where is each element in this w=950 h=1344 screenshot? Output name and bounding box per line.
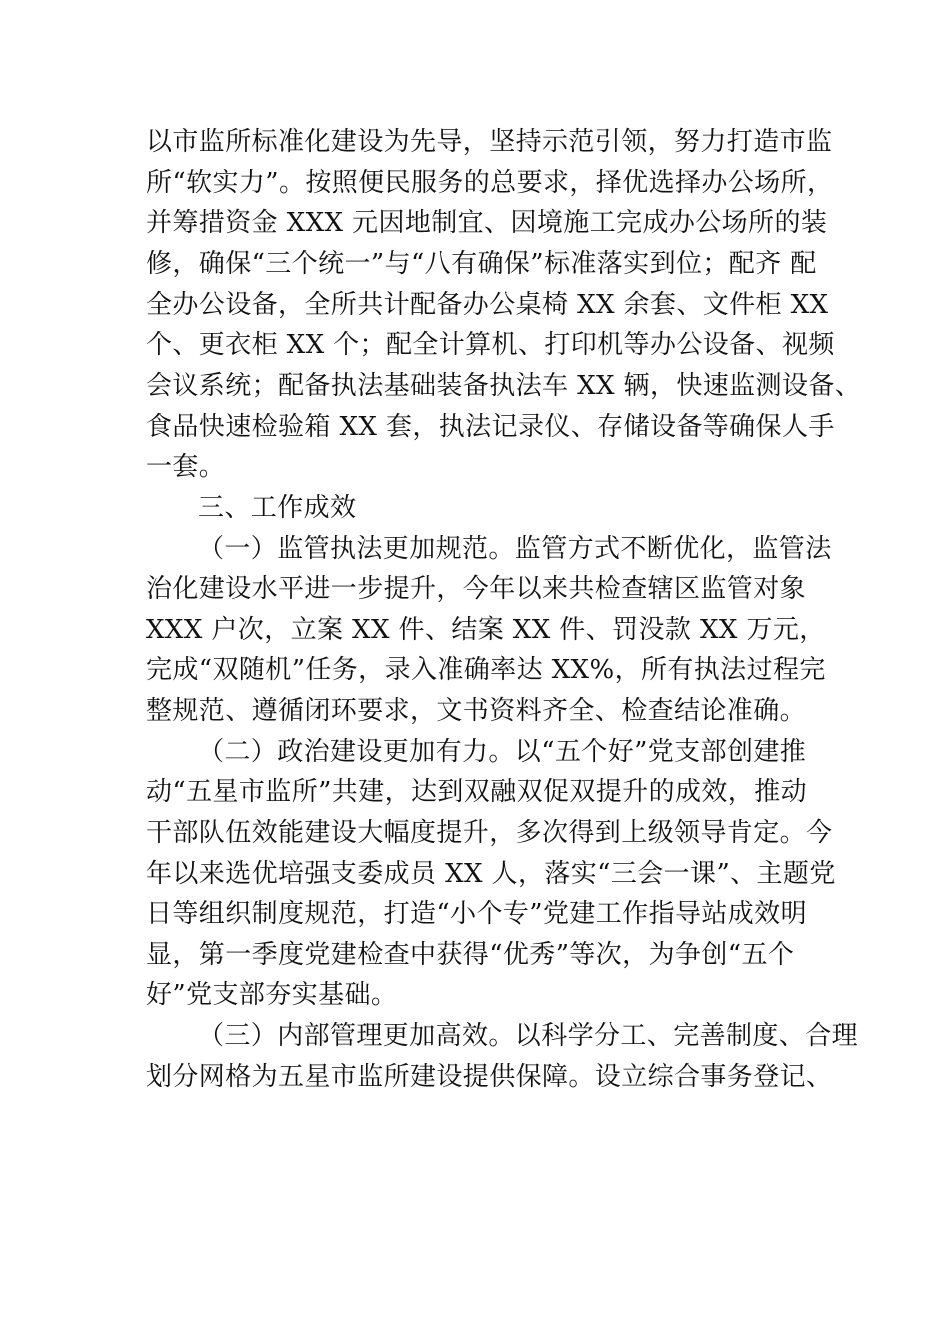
text-line: （三）内部管理更加高效。以科学分工、完善制度、合理 — [198, 1021, 859, 1051]
text-line: 会议系统；配备执法基础装备执法车 XX 辆，快速监测设备、 — [146, 371, 862, 401]
text-line: 划分网格为五星市监所建设提供保障。设立综合事务登记、 — [146, 1062, 833, 1092]
text-line: 食品快速检验箱 XX 套，执法记录仪、存储设备等确保人手 — [146, 412, 835, 442]
text-line: （二）政治建设更加有力。以“五个好”党支部创建推 — [198, 737, 807, 767]
text-line: 显，第一季度党建检查中获得“优秀”等次，为争创“五个 — [146, 940, 795, 970]
section-heading: 三、工作成效 — [198, 493, 357, 523]
text-line: 动“五星市监所”共建，达到双融双促双提升的成效，推动 — [146, 777, 807, 807]
text-line: 干部队伍效能建设大幅度提升，多次得到上级领导肯定。今 — [146, 818, 833, 848]
text-line: 完成“双随机”任务，录入准确率达 XX%，所有执法过程完 — [146, 655, 826, 685]
text-line: 治化建设水平进一步提升，今年以来共检查辖区监管对象 — [146, 574, 807, 604]
text-line: （一）监管执法更加规范。监管方式不断优化，监管法 — [198, 534, 832, 564]
text-line: 所“软实力”。按照便民服务的总要求，择优选择办公场所， — [146, 168, 834, 198]
text-line: 个、更衣柜 XX 个；配全计算机、打印机等办公设备、视频 — [146, 330, 835, 360]
text-line: 全办公设备，全所共计配备办公桌椅 XX 余套、文件柜 XX — [146, 290, 829, 320]
text-line: 日等组织制度规范，打造“小个专”党建工作指导站成效明 — [146, 899, 807, 929]
text-line: 好”党支部夯实基础。 — [146, 980, 398, 1010]
text-line: 修，确保“三个统一”与“八有确保”标准落实到位；配齐 配 — [146, 249, 817, 279]
text-line: 并筹措资金 XXX 元因地制宜、因境施工完成办公场所的装 — [146, 208, 828, 238]
text-line: 整规范、遵循闭环要求，文书资料齐全、检查结论准确。 — [146, 696, 807, 726]
text-line: 一套。 — [146, 452, 226, 482]
text-line: XXX 户次，立案 XX 件、结案 XX 件、罚没款 XX 万元， — [146, 615, 826, 645]
text-line: 以市监所标准化建设为先导，坚持示范引领，努力打造市监 — [146, 127, 833, 157]
text-line: 年以来选优培强支委成员 XX 人，落实“三会一课”、主题党 — [146, 859, 836, 889]
